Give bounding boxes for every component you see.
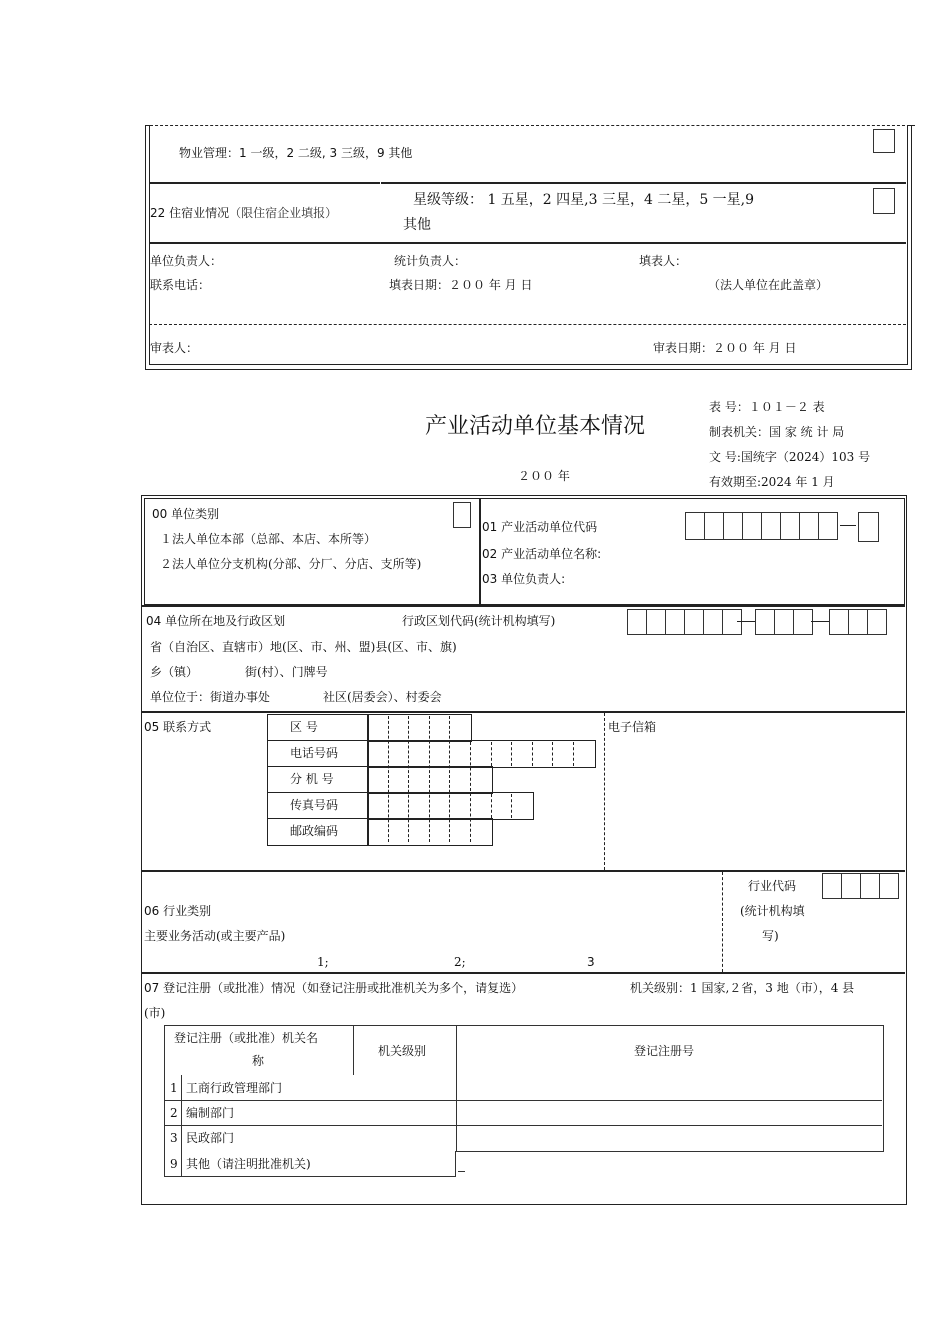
email-label: 电子信箱 [608, 720, 657, 734]
review-date-label: 审表日期：２００ 年 月 日 [653, 341, 797, 355]
industry-code-label: 行业代码 [748, 879, 797, 893]
fill-date-label: 填表日期：２００ 年 月 日 [389, 278, 533, 292]
activity-item-3: 3 [587, 955, 595, 969]
activity-item-2: 2; [454, 955, 466, 969]
admin-code-boxes-2[interactable] [755, 609, 813, 635]
authority-level-legend-2: (市) [144, 1006, 166, 1020]
address-township: 乡（镇） [150, 665, 199, 679]
reg-col-number: 登记注册号 [634, 1044, 695, 1058]
activity-unit-code-boxes[interactable] [685, 512, 838, 540]
reg-level-input-1[interactable] [354, 1076, 455, 1099]
reg-row-name: 工商行政管理部门 [186, 1081, 283, 1095]
activity-unit-check-digit[interactable] [858, 512, 879, 542]
reg-row-number: 2 [170, 1106, 178, 1120]
address-community: 社区(居委会）、村委会 [323, 690, 442, 704]
postcode-input[interactable] [367, 818, 493, 846]
unit-head-label: 单位负责人： [150, 254, 223, 268]
lodging-label: 22 住宿业情况 [150, 206, 230, 220]
document-number: 文 号:国统字（2024）103 号 [709, 450, 871, 464]
phone-number-input[interactable] [367, 740, 596, 768]
reg-level-input-3[interactable] [354, 1126, 455, 1150]
industry-code-note-2: 写) [762, 929, 779, 943]
reg-row-name: 民政部门 [186, 1131, 235, 1145]
phone-label: 联系电话： [150, 278, 211, 292]
reg-row-number: 1 [170, 1081, 178, 1095]
contact-label: 05 联系方式 [144, 720, 212, 734]
registration-note: （如登记注册或批准机关为多个，请复选） [295, 981, 524, 995]
reg-number-input-2[interactable] [457, 1101, 881, 1124]
industry-code-note-1: (统计机构填 [740, 904, 805, 918]
admin-code-boxes-1[interactable] [627, 609, 742, 635]
unit-type-label: 00 单位类别 [152, 507, 220, 521]
property-mgmt-checkbox[interactable] [873, 129, 895, 153]
activity-item-1: 1; [317, 955, 329, 969]
reviewer-label: 审表人： [150, 341, 199, 355]
reg-col-authority-name-1: 登记注册（或批准）机关名 [174, 1031, 319, 1045]
reg-level-input-9[interactable] [354, 1152, 453, 1175]
stat-head-label: 统计负责人： [394, 254, 467, 268]
fax-input[interactable] [367, 792, 534, 820]
reg-col-authority-name-2: 称 [252, 1054, 265, 1068]
reg-row-number: 3 [170, 1131, 178, 1145]
address-subdistrict: 单位位于：街道办事处 [150, 690, 271, 704]
area-code-input[interactable] [367, 714, 472, 742]
area-code-label: 区 号 [290, 720, 318, 734]
industry-label: 06 行业类别 [144, 904, 212, 918]
valid-until: 有效期至:2024 年 1 月 [709, 475, 835, 489]
registration-label: 07 登记注册（或批准）情况 [144, 981, 296, 995]
star-level-line2: 其他 [403, 217, 431, 233]
stamp-note: （法人单位在此盖章） [708, 278, 829, 292]
unit-head-label-2: 03 单位负责人: [482, 572, 566, 586]
unit-type-option-2: ２法人单位分支机构(分部、分厂、分店、支所等) [160, 557, 422, 571]
admin-code-boxes-3[interactable] [829, 609, 887, 635]
form-issuer: 制表机关：国 家 统 计 局 [709, 425, 845, 439]
postcode-label: 邮政编码 [290, 824, 339, 838]
page-title: 产业活动单位基本情况 [425, 414, 646, 439]
lodging-note: （限住宿企业填报） [229, 206, 338, 220]
reg-row-name: 其他（请注明批准机关) [186, 1157, 311, 1171]
address-line-1: 省（自治区、直辖市）地(区、市、州、盟)县(区、市、旗) [150, 640, 457, 654]
extension-label: 分 机 号 [290, 772, 334, 786]
admin-code-label: 行政区划代码(统计机构填写) [402, 614, 556, 628]
authority-level-legend: 机关级别：1 国家,２省，3 地（市），4 县 [630, 981, 855, 995]
phone-number-label: 电话号码 [290, 746, 339, 760]
extension-input[interactable] [367, 766, 493, 794]
industry-code-boxes[interactable] [822, 873, 899, 899]
reg-row-number: 9 [170, 1157, 178, 1171]
location-label: 04 单位所在地及行政区划 [146, 614, 286, 628]
filler-label: 填表人： [639, 254, 688, 268]
reg-number-input-3[interactable] [457, 1126, 881, 1150]
reg-row-name: 编制部门 [186, 1106, 235, 1120]
reg-number-input-1[interactable] [457, 1076, 881, 1099]
main-activity-label: 主要业务活动(或主要产品) [144, 929, 286, 943]
star-level-checkbox[interactable] [873, 188, 895, 214]
address-street: 街(村）、门牌号 [245, 665, 328, 679]
activity-unit-code-label: 01 产业活动单位代码 [482, 520, 598, 534]
property-mgmt-text: 物业管理：1 一级，2 二级, 3 三级，9 其他 [179, 146, 413, 160]
year-label: ２００ 年 [518, 469, 570, 483]
unit-type-option-1: １法人单位本部（总部、本店、本所等） [160, 532, 377, 546]
reg-col-level: 机关级别 [378, 1044, 427, 1058]
form-number: 表 号：１０１－２ 表 [709, 400, 825, 414]
reg-level-input-2[interactable] [354, 1101, 455, 1124]
fax-label: 传真号码 [290, 798, 339, 812]
activity-unit-name-label: 02 产业活动单位名称: [482, 547, 602, 561]
unit-type-checkbox[interactable] [453, 502, 471, 528]
star-level-line1: 星级等级： 1 五星，2 四星,3 三星，4 二星，5 一星,9 [413, 192, 755, 208]
